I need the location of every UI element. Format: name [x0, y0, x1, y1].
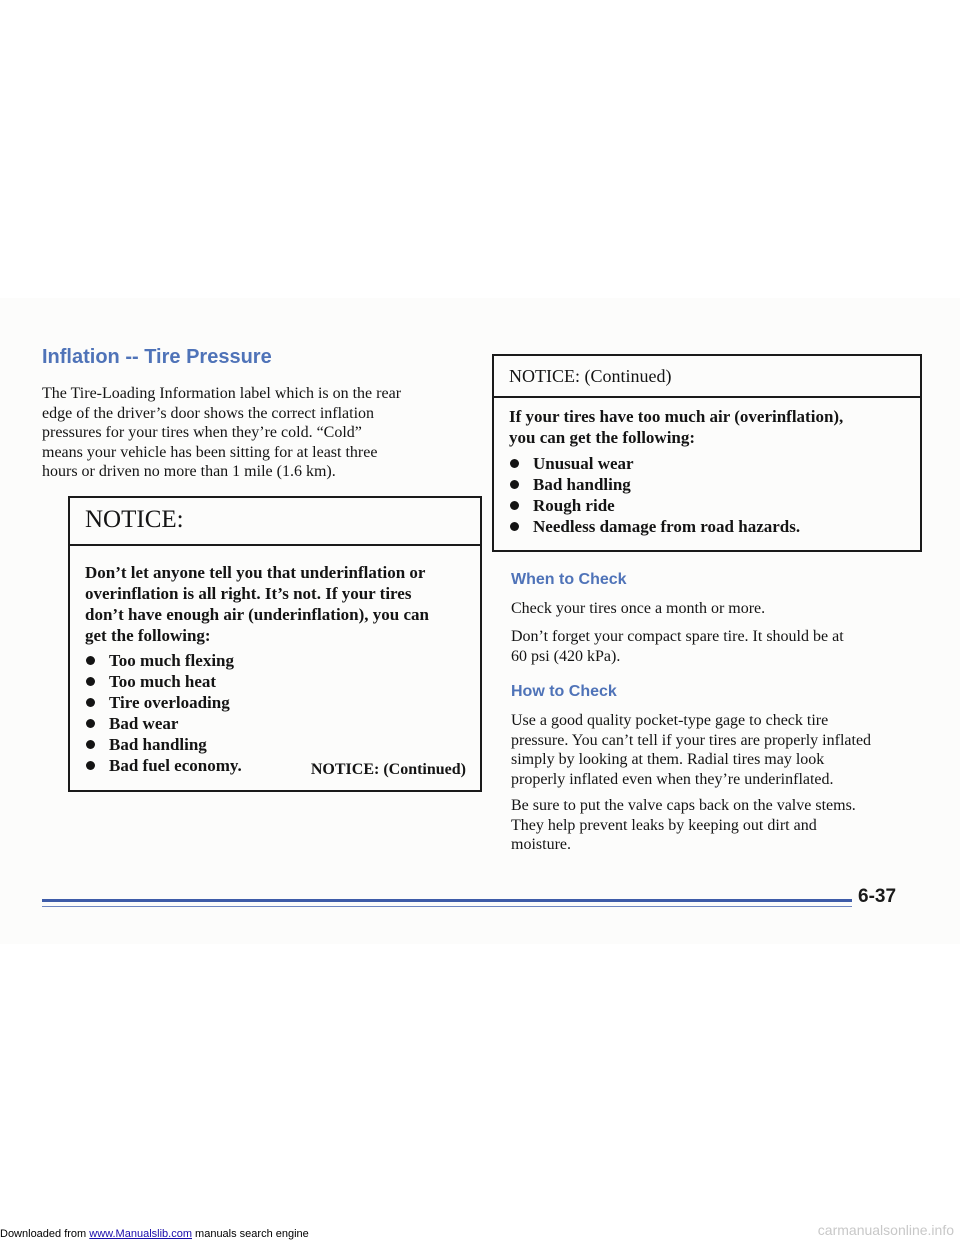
- para-line: They help prevent leaks by keeping out dirt and: [511, 816, 817, 834]
- para-line: pressure. You can’t tell if your tires are properly inflated: [511, 731, 872, 749]
- list-item: Needless damage from road hazards.: [509, 516, 800, 537]
- list-item: Too much heat: [85, 671, 242, 692]
- intro-paragraph: [42, 384, 401, 482]
- list-item: Unusual wear: [509, 453, 800, 474]
- list-item: Bad handling: [85, 734, 242, 755]
- footer-suffix: manuals search engine: [191, 1228, 309, 1240]
- notice-line: Don’t let anyone tell you that underinflation or: [85, 563, 426, 582]
- notice-body: [509, 406, 843, 448]
- list-item: Bad wear: [85, 713, 242, 734]
- underinflation-list: [85, 650, 242, 776]
- page-number: 6-37: [858, 886, 897, 907]
- para-line: simply by looking at them. Radial tires may look: [511, 751, 825, 768]
- notice-line: you can get the following:: [509, 428, 696, 447]
- download-footer: [0, 1228, 309, 1240]
- intro-line: The Tire-Loading Information label which is on the rear: [42, 385, 402, 402]
- list-item: Bad fuel economy.: [85, 755, 242, 776]
- notice-body: [85, 562, 429, 646]
- overinflation-list: [509, 453, 800, 537]
- para-line: Be sure to put the valve caps back on the valve stems.: [511, 797, 856, 814]
- notice-header: [494, 356, 920, 398]
- how-to-check-heading: How to Check: [511, 683, 617, 700]
- para-line: properly inflated even when they’re underinflated.: [511, 770, 834, 788]
- notice-continued-label: NOTICE: (Continued): [310, 761, 466, 778]
- para-line: moisture.: [511, 836, 571, 853]
- how-paragraph-1: [511, 711, 871, 789]
- footer-prefix: Downloaded from: [0, 1228, 90, 1240]
- notice-header: [70, 498, 480, 546]
- intro-line: pressures for your tires when they’re cold. “Cold”: [42, 424, 362, 441]
- list-item: Tire overloading: [85, 692, 242, 713]
- footer-rule-thin: [42, 906, 852, 907]
- intro-line: hours or driven no more than 1 mile (1.6 km).: [42, 463, 336, 480]
- list-item: Too much flexing: [85, 650, 242, 671]
- list-item: Bad handling: [509, 474, 800, 495]
- notice-line: don’t have enough air (underinflation), you can: [85, 605, 429, 624]
- list-item: Rough ride: [509, 495, 800, 516]
- notice-line: If your tires have too much air (overinflation),: [509, 407, 844, 426]
- para-line: Use a good quality pocket-type gage to check tire: [511, 712, 829, 729]
- footer-rule: [42, 899, 852, 902]
- notice-line: get the following:: [85, 626, 211, 645]
- intro-line: means your vehicle has been sitting for at least three: [42, 443, 378, 461]
- notice-title: NOTICE: (Continued): [509, 366, 672, 386]
- manualslib-link[interactable]: www.Manualslib.com: [89, 1228, 192, 1240]
- watermark-text: carmanualsonline.info: [817, 1222, 954, 1238]
- para-line: 60 psi (420 kPa).: [511, 647, 621, 665]
- notice-title: NOTICE:: [85, 506, 184, 533]
- when-to-check-heading: When to Check: [511, 571, 627, 588]
- notice-box-left: [68, 496, 482, 792]
- when-paragraph-2: [511, 627, 844, 666]
- section-heading: Inflation -- Tire Pressure: [42, 346, 272, 368]
- notice-line: overinflation is all right. It’s not. If your tires: [85, 584, 412, 603]
- when-paragraph-1: Check your tires once a month or more.: [511, 600, 766, 617]
- how-paragraph-2: [511, 796, 856, 855]
- notice-box-right: [492, 354, 922, 552]
- para-line: Don’t forget your compact spare tire. It should be at: [511, 628, 844, 645]
- intro-line: edge of the driver’s door shows the correct inflation: [42, 404, 375, 422]
